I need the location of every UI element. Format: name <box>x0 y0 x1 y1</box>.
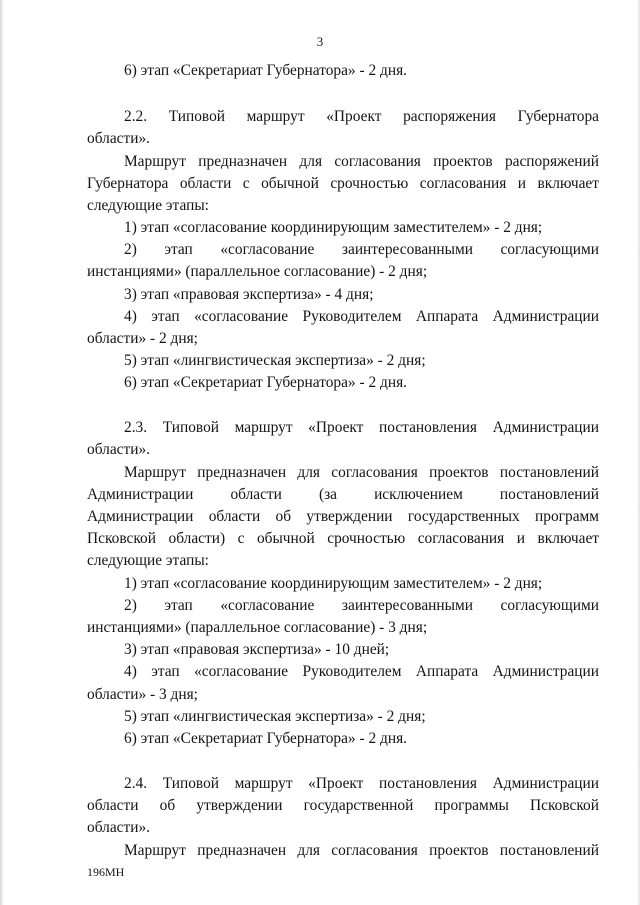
document-line: 2.3. Типовой маршрут «Проект постановления Администрации <box>124 419 599 436</box>
document-line: 6) этап «Секретариат Губернатора» - 2 дня. <box>124 730 407 747</box>
document-line: 4) этап «согласование Руководителем Аппарата Администрации <box>124 308 599 325</box>
document-line: области». <box>87 819 150 836</box>
document-line: Маршрут предназначен для согласования проектов постановлений <box>124 842 599 859</box>
document-line: Администрации области об утверждении государственных программ <box>87 508 599 525</box>
document-line: 2) этап «согласование заинтересованными согласующими <box>124 597 599 614</box>
footer-document-code: 196МН <box>87 865 125 879</box>
document-line: Маршрут предназначен для согласования проектов распоряжений <box>124 153 599 170</box>
document-line: Администрации области (за исключением постановлений <box>87 486 599 503</box>
document-line: 4) этап «согласование Руководителем Аппарата Администрации <box>124 663 599 680</box>
document-line: Маршрут предназначен для согласования проектов постановлений <box>124 464 599 481</box>
document-line: 6) этап «Секретариат Губернатора» - 2 дня. <box>124 374 407 391</box>
document-line: области». <box>87 130 150 147</box>
document-line: 6) этап «Секретариат Губернатора» - 2 дня. <box>124 62 407 79</box>
document-line: Псковской области) с обычной срочностью согласования и включает <box>87 530 599 547</box>
document-line: 5) этап «лингвистическая экспертиза» - 2 дня; <box>124 352 426 369</box>
document-line: инстанциями» (параллельное согласование) - 2 дня; <box>87 263 428 280</box>
document-line: 2.4. Типовой маршрут «Проект постановления Администрации <box>124 775 599 792</box>
document-line: следующие этапы: <box>87 197 209 214</box>
document-line: области» - 2 дня; <box>87 330 198 347</box>
document-line: инстанциями» (параллельное согласование) - 3 дня; <box>87 619 428 636</box>
document-line: Губернатора области с обычной срочностью согласования и включает <box>87 175 599 192</box>
document-line: 3) этап «правовая экспертиза» - 4 дня; <box>124 286 374 303</box>
document-line: области». <box>87 441 150 458</box>
scan-edge-left <box>0 0 4 905</box>
document-line: области» - 3 дня; <box>87 686 198 703</box>
document-line: следующие этапы: <box>87 552 209 569</box>
document-line: 2.2. Типовой маршрут «Проект распоряжения Губернатора <box>124 108 599 125</box>
document-line: 3) этап «правовая экспертиза» - 10 дней; <box>124 641 390 658</box>
document-line: 2) этап «согласование заинтересованными согласующими <box>124 241 599 258</box>
document-line: 1) этап «согласование координирующим заместителем» - 2 дня; <box>124 219 543 236</box>
document-line: 1) этап «согласование координирующим заместителем» - 2 дня; <box>124 575 543 592</box>
page-number: 3 <box>316 34 324 49</box>
document-line: 5) этап «лингвистическая экспертиза» - 2 дня; <box>124 708 426 725</box>
document-line: области об утверждении государственной программы Псковской <box>87 797 599 814</box>
